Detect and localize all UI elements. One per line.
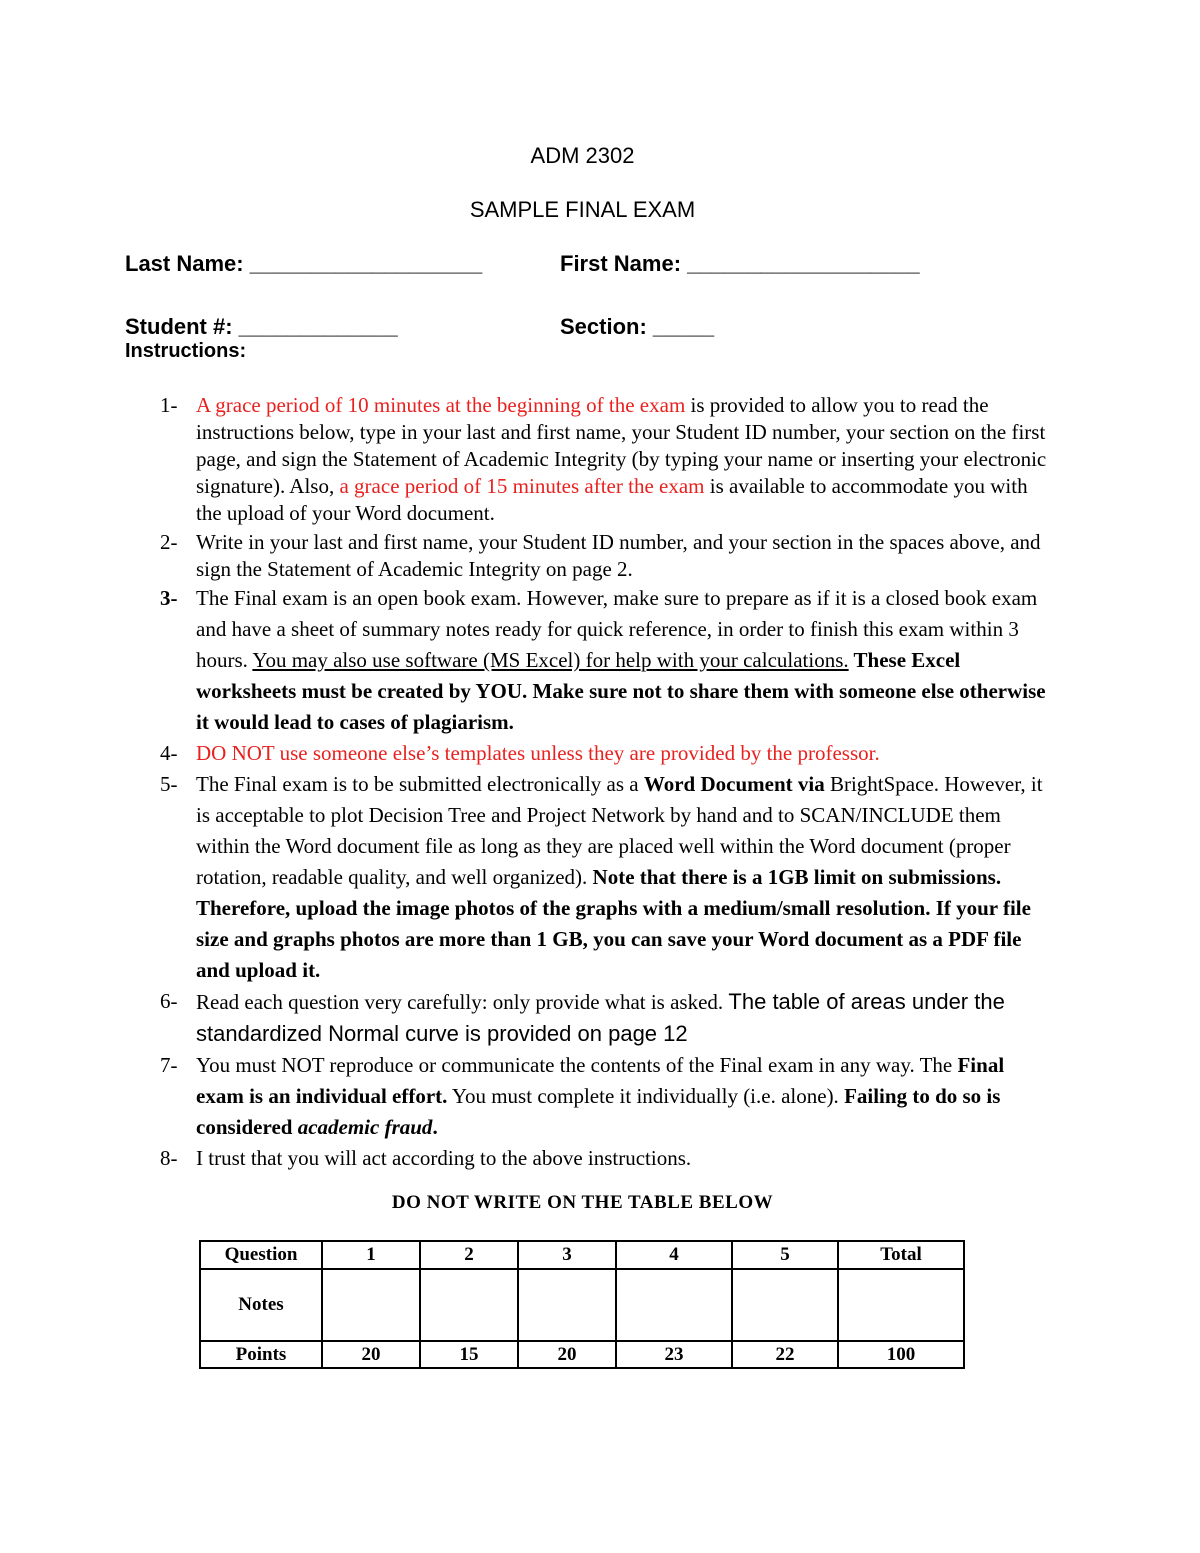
individual-effort: Final exam is an individual effort. — [196, 1053, 1005, 1108]
instruction-number: 3- — [160, 586, 178, 610]
instruction-item — [160, 769, 1050, 986]
instruction-item — [160, 1050, 1050, 1143]
section-field: Section: _____ — [560, 314, 715, 339]
course-code: ADM 2302 — [530, 143, 635, 168]
points-cell: 20 — [518, 1341, 616, 1368]
instruction-number: 1- — [160, 393, 178, 417]
table-row — [200, 1241, 964, 1269]
points-cell: 23 — [616, 1341, 732, 1368]
table-header-cell: Total — [838, 1241, 964, 1269]
notes-label-cell: Notes — [200, 1269, 322, 1341]
instruction-item — [160, 738, 1050, 769]
instruction-text: You must NOT reproduce or communicate the contents of the Final exam in any way. The — [196, 1053, 958, 1077]
instruction-text: The Final exam is an open book exam. However, make sure to prepare as if it is a closed book exam and have a sheet of summary notes ready for quick reference, in order to finish this exam within 3 hours. — [196, 586, 1038, 672]
score-table-title: DO NOT WRITE ON THE TABLE BELOW — [391, 1192, 774, 1213]
score-table — [199, 1240, 965, 1369]
first-name-field: First Name: ___________________ — [560, 251, 920, 276]
academic-fraud-term: academic fraud — [297, 1115, 433, 1139]
student-number-field: Student #: _____________ — [125, 314, 398, 339]
instruction-text: Write in your last and first name, your Student ID number, and your section in the spaces above, and sign the Statement of Academic Integrity on page 2. — [196, 530, 1041, 581]
normal-table-note: The table of areas under the standardized Normal curve is provided on page 12 — [196, 989, 1005, 1046]
notes-cell — [838, 1269, 964, 1341]
instruction-number: 2- — [160, 530, 178, 554]
table-row — [200, 1341, 964, 1368]
instruction-number: 8- — [160, 1146, 178, 1170]
plagiarism-warning: These Excel worksheets must be created by YOU. Make sure not to share them with someone else otherwise it would lead to cases of plagiarism. — [196, 648, 1046, 734]
points-cell: 15 — [420, 1341, 518, 1368]
page-title: SAMPLE FINAL EXAM — [469, 197, 696, 222]
instruction-text: I trust that you will act according to the above instructions. — [196, 1146, 692, 1170]
points-cell: 100 — [838, 1341, 964, 1368]
instruction-number: 6- — [160, 989, 178, 1013]
instruction-item — [160, 986, 1050, 1050]
grace-period-end-note: a grace period of 15 minutes after the exam — [339, 474, 705, 498]
table-header-cell: 1 — [322, 1241, 420, 1269]
notes-cell — [732, 1269, 838, 1341]
software-note: You may also use software (MS Excel) for help with your calculations. — [252, 648, 849, 672]
instruction-number: 7- — [160, 1053, 178, 1077]
instruction-number: 4- — [160, 741, 178, 765]
fraud-warning: Failing to do so is considered — [196, 1084, 1001, 1139]
notes-cell — [518, 1269, 616, 1341]
instruction-text: The Final exam is to be submitted electronically as a — [196, 772, 644, 796]
instructions-heading: Instructions: — [125, 340, 247, 362]
templates-warning: DO NOT use someone else’s templates unless they are provided by the professor. — [196, 741, 880, 765]
table-header-cell: 4 — [616, 1241, 732, 1269]
points-cell: 22 — [732, 1341, 838, 1368]
instruction-item — [160, 392, 1050, 527]
submission-format: Word Document via — [643, 772, 825, 796]
instruction-item — [160, 1143, 1050, 1174]
instruction-number: 5- — [160, 772, 178, 796]
last-name-field: Last Name: ___________________ — [125, 251, 483, 276]
table-header-cell: 3 — [518, 1241, 616, 1269]
instruction-text: is available to accommodate you with the upload of your Word document. — [196, 474, 1028, 525]
grace-period-start-note: A grace period of 10 minutes at the beginning of the exam — [196, 393, 686, 417]
instruction-text: is provided to allow you to read the instructions below, type in your last and first name, your Student ID number, your section on the first page, and sign the Statement of Academic Integrity (by typing your name or inserting your electronic signature). Also, — [196, 393, 1047, 498]
instruction-text: You must complete it individually (i.e. alone). — [447, 1084, 845, 1108]
points-label-cell: Points — [200, 1341, 322, 1368]
fraud-warning-end: . — [432, 1115, 438, 1139]
instruction-item — [160, 583, 1050, 738]
table-header-cell: 2 — [420, 1241, 518, 1269]
notes-cell — [322, 1269, 420, 1341]
instruction-text: Read each question very carefully: only provide what is asked. — [196, 990, 729, 1014]
points-cell: 20 — [322, 1341, 420, 1368]
instructions-list — [160, 392, 1050, 1174]
instruction-item — [160, 529, 1050, 583]
notes-cell — [420, 1269, 518, 1341]
table-row — [200, 1269, 964, 1341]
file-size-note: Note that there is a 1GB limit on submissions. Therefore, upload the image photos of the graphs with a medium/small resolution. If your file size and graphs photos are more than 1 GB, you can save your Word document as a PDF file and upload it. — [196, 865, 1031, 982]
notes-cell — [616, 1269, 732, 1341]
table-header-cell: 5 — [732, 1241, 838, 1269]
table-header-cell: Question — [200, 1241, 322, 1269]
instruction-text: BrightSpace. However, it is acceptable to plot Decision Tree and Project Network by hand and to SCAN/INCLUDE them within the Word document file as long as they are placed well within the Word document (proper rotation, readable quality, and well organized). — [196, 772, 1043, 889]
